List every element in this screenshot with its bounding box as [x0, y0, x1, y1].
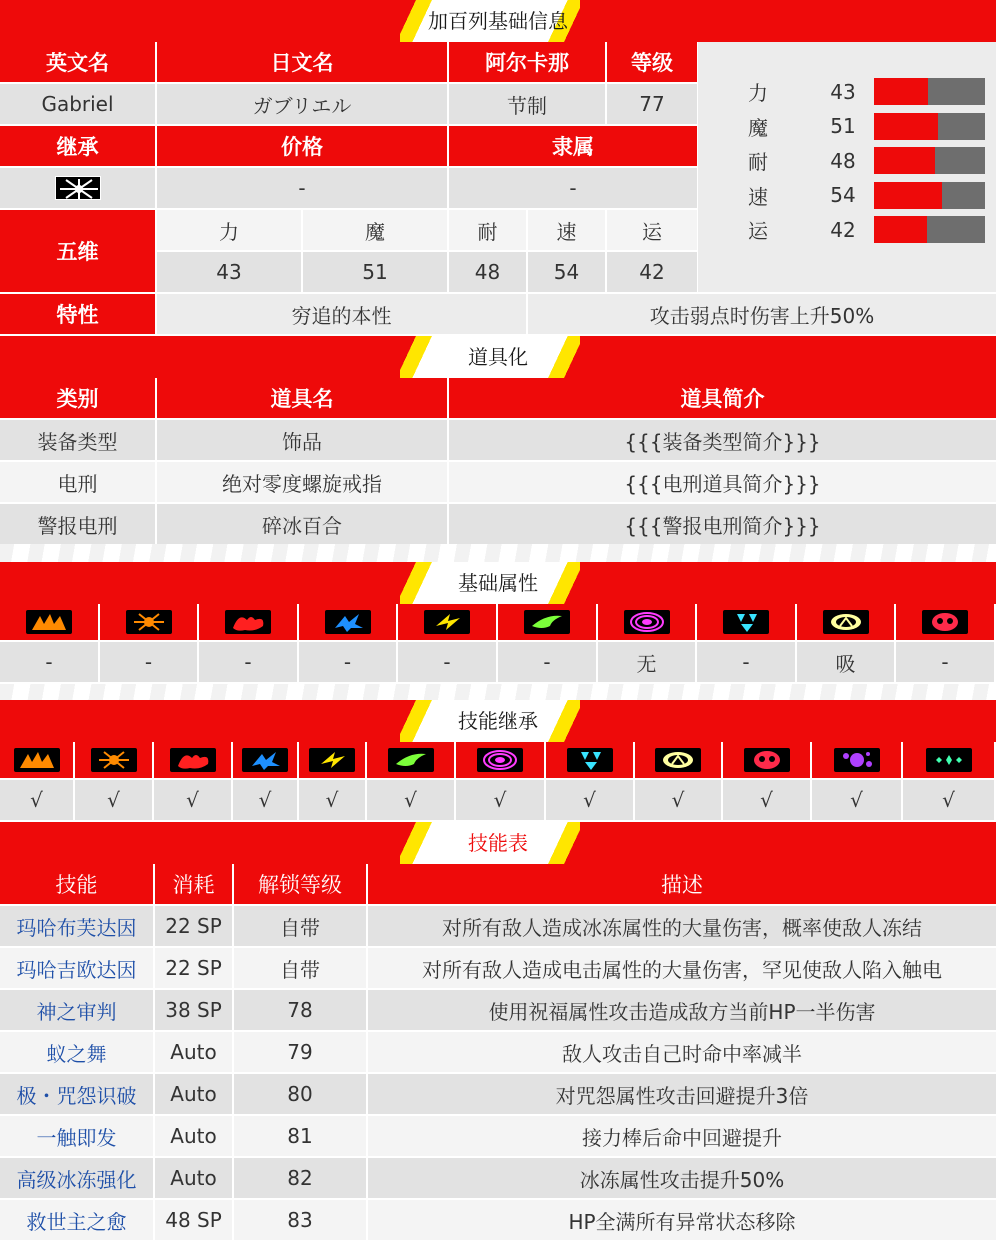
stat-value-str: 43 — [157, 252, 301, 292]
skills-header-name: 技能 — [0, 864, 153, 904]
skill-unlock-level: 79 — [234, 1032, 366, 1072]
psychic-icon — [477, 748, 523, 772]
section-banner-basic — [0, 0, 996, 42]
stat-bar-name: 力 — [748, 81, 768, 105]
header-english-name: 英文名 — [0, 42, 155, 82]
skill-unlock-level: 82 — [234, 1158, 366, 1198]
stat-name-agi: 速 — [528, 210, 605, 250]
gun-icon — [91, 748, 137, 772]
header-japanese-name: 日文名 — [157, 42, 447, 82]
stat-bar-fill — [874, 78, 928, 105]
bless-value: 吸 — [797, 642, 894, 682]
skill-unlock-level: 80 — [234, 1074, 366, 1114]
stat-bar-value: 54 — [830, 183, 856, 207]
gun-value: √ — [75, 780, 152, 820]
fire-icon-cell — [199, 604, 297, 640]
fire-value: √ — [154, 780, 231, 820]
section-title-inherit: 技能继承 — [458, 709, 538, 733]
skill-description: 冰冻属性攻击提升50% — [368, 1158, 996, 1198]
stat-bar-track — [874, 216, 985, 243]
skill-cost: 48 SP — [155, 1200, 232, 1240]
healing-icon-cell — [903, 742, 994, 778]
stat-bar-fill — [874, 182, 942, 209]
header-price: 价格 — [157, 126, 447, 166]
electric-icon — [309, 748, 355, 772]
psychic-value: √ — [456, 780, 544, 820]
stat-value-agi: 54 — [528, 252, 605, 292]
nuclear-icon-cell — [697, 604, 795, 640]
ice-value: - — [299, 642, 396, 682]
nuclear-icon-cell — [546, 742, 633, 778]
stat-bar-name: 耐 — [748, 150, 768, 174]
stat-bar-value: 48 — [830, 148, 856, 173]
skill-cost: Auto — [155, 1116, 232, 1156]
stat-bar-track — [874, 78, 985, 105]
bless-value: √ — [635, 780, 721, 820]
electric-icon — [424, 610, 470, 634]
wind-icon-cell — [498, 604, 596, 640]
header-arcana: 阿尔卡那 — [449, 42, 605, 82]
stat-bar-fill — [874, 113, 938, 140]
skill-cost: 22 SP — [155, 906, 232, 946]
wind-icon-cell — [367, 742, 454, 778]
section-banner-inherit — [0, 700, 996, 742]
trait-description: 攻击弱点时伤害上升50% — [528, 294, 996, 334]
stat-bar-name: 运 — [748, 219, 768, 243]
skill-description: 对所有敌人造成电击属性的大量伤害，罕见使敌人陷入触电 — [368, 948, 996, 988]
stat-bars-panel — [698, 42, 996, 292]
gun-icon-cell — [100, 604, 197, 640]
skill-unlock-level: 81 — [234, 1116, 366, 1156]
ice-icon-cell — [299, 604, 396, 640]
value-arcana: 节制 — [449, 84, 605, 124]
physical-value: √ — [0, 780, 73, 820]
nuclear-icon — [723, 610, 769, 634]
value-affiliation: - — [449, 168, 697, 208]
stat-name-end: 耐 — [449, 210, 526, 250]
physical-icon-cell — [0, 604, 98, 640]
ice-value: √ — [233, 780, 297, 820]
skill-unlock-level: 83 — [234, 1200, 366, 1240]
nuclear-value: - — [697, 642, 795, 682]
wind-value: - — [498, 642, 596, 682]
skill-cost: 38 SP — [155, 990, 232, 1030]
bless-icon-cell — [635, 742, 721, 778]
physical-icon-cell — [0, 742, 73, 778]
fire-value: - — [199, 642, 297, 682]
skill-description: 使用祝福属性攻击造成敌方当前HP一半伤害 — [368, 990, 996, 1030]
section-title-basic: 加百列基础信息 — [428, 9, 568, 33]
wind-icon — [388, 748, 434, 772]
skill-description: HP全满所有异常状态移除 — [368, 1200, 996, 1240]
wind-icon — [524, 610, 570, 634]
physical-icon — [14, 748, 60, 772]
trait-name: 穷追的本性 — [157, 294, 526, 334]
bless-icon — [655, 748, 701, 772]
curse-icon-cell — [723, 742, 810, 778]
skill-name-link[interactable]: 玛哈吉欧达因 — [0, 948, 153, 988]
gun-icon-cell — [75, 742, 152, 778]
fire-icon — [225, 610, 271, 634]
section-banner-item — [0, 336, 996, 378]
header-affiliation: 隶属 — [449, 126, 697, 166]
trait-label: 特性 — [0, 294, 155, 334]
stat-name-mag: 魔 — [303, 210, 447, 250]
stat-bar-fill — [874, 216, 927, 243]
skill-name-link[interactable]: 一触即发 — [0, 1116, 153, 1156]
stat-bar-name: 速 — [748, 184, 768, 209]
electric-value: - — [398, 642, 496, 682]
wind-value: √ — [367, 780, 454, 820]
fire-icon — [170, 748, 216, 772]
item-header-category: 类别 — [0, 378, 155, 418]
item-row-name: 饰品 — [157, 420, 447, 460]
item-header-desc: 道具简介 — [449, 378, 996, 418]
stats-label: 五维 — [0, 210, 155, 292]
value-english-name: Gabriel — [0, 84, 155, 124]
ice-inherit-icon — [55, 176, 101, 200]
item-row-category: 电刑 — [0, 462, 155, 502]
section-title-item: 道具化 — [468, 345, 528, 369]
item-row-desc: {{{警报电刑简介}}} — [449, 504, 996, 544]
item-header-name: 道具名 — [157, 378, 447, 418]
skills-header-desc: 描述 — [368, 864, 996, 904]
skill-name-link[interactable]: 极・咒怨识破 — [0, 1074, 153, 1114]
skill-cost: Auto — [155, 1158, 232, 1198]
section-title-attr: 基础属性 — [458, 571, 538, 595]
inherit-cell — [0, 168, 155, 208]
decorative-stripe — [0, 544, 996, 562]
skill-unlock-level: 自带 — [234, 906, 366, 946]
electric-icon-cell — [299, 742, 365, 778]
stat-bar-track — [874, 113, 985, 140]
electric-icon-cell — [398, 604, 496, 640]
curse-icon — [744, 748, 790, 772]
stat-bar-value: 43 — [830, 79, 856, 104]
electric-value: √ — [299, 780, 365, 820]
stat-bar-name: 魔 — [748, 115, 768, 140]
item-row-name: 绝对零度螺旋戒指 — [157, 462, 447, 502]
skill-name-link[interactable]: 救世主之愈 — [0, 1200, 153, 1240]
ice-icon-cell — [233, 742, 297, 778]
gun-icon — [126, 610, 172, 634]
section-title-skills: 技能表 — [468, 831, 528, 855]
skills-header-cost: 消耗 — [155, 864, 232, 904]
stat-bar-track — [874, 182, 985, 209]
psychic-value: 无 — [598, 642, 695, 682]
ice-icon — [242, 748, 288, 772]
stat-value-mag: 51 — [303, 252, 447, 292]
value-price: - — [157, 168, 447, 208]
almighty-value: √ — [812, 780, 901, 820]
item-row-category: 警报电刑 — [0, 504, 155, 544]
skill-description: 接力棒后命中回避提升 — [368, 1116, 996, 1156]
curse-value: √ — [723, 780, 810, 820]
stat-bar-value: 51 — [830, 114, 856, 138]
healing-icon — [926, 748, 972, 772]
section-banner-skills — [0, 822, 996, 864]
almighty-icon — [834, 748, 880, 772]
physical-icon — [26, 610, 72, 634]
value-level: 77 — [607, 84, 697, 124]
nuclear-icon — [567, 748, 613, 772]
skill-name-link[interactable]: 玛哈布芙达因 — [0, 906, 153, 946]
almighty-icon-cell — [812, 742, 901, 778]
skill-name-link[interactable]: 神之审判 — [0, 990, 153, 1030]
curse-value: - — [896, 642, 994, 682]
item-row-category: 装备类型 — [0, 420, 155, 460]
skill-cost: 22 SP — [155, 948, 232, 988]
stat-value-end: 48 — [449, 252, 526, 292]
psychic-icon-cell — [598, 604, 695, 640]
skill-cost: Auto — [155, 1074, 232, 1114]
physical-value: - — [0, 642, 98, 682]
item-row-desc: {{{电刑道具简介}}} — [449, 462, 996, 502]
fire-icon-cell — [154, 742, 231, 778]
skill-name-link[interactable]: 高级冰冻强化 — [0, 1158, 153, 1198]
healing-value: √ — [903, 780, 994, 820]
skill-name-link[interactable]: 蚁之舞 — [0, 1032, 153, 1072]
stat-name-luk: 运 — [607, 210, 697, 250]
stat-bar-fill — [874, 147, 935, 174]
item-row-name: 碎冰百合 — [157, 504, 447, 544]
bless-icon-cell — [797, 604, 894, 640]
item-row-desc: {{{装备类型简介}}} — [449, 420, 996, 460]
skill-cost: Auto — [155, 1032, 232, 1072]
skill-unlock-level: 自带 — [234, 948, 366, 988]
gun-value: - — [100, 642, 197, 682]
skill-unlock-level: 78 — [234, 990, 366, 1030]
curse-icon — [922, 610, 968, 634]
skill-description: 对咒怨属性攻击回避提升3倍 — [368, 1074, 996, 1114]
nuclear-value: √ — [546, 780, 633, 820]
bless-icon — [823, 610, 869, 634]
decorative-stripe — [0, 684, 996, 700]
skill-description: 敌人攻击自己时命中率减半 — [368, 1032, 996, 1072]
skills-header-level: 解锁等级 — [234, 864, 366, 904]
ice-icon — [325, 610, 371, 634]
header-inherit: 继承 — [0, 126, 155, 166]
value-japanese-name: ガブリエル — [157, 84, 447, 124]
psychic-icon-cell — [456, 742, 544, 778]
stat-bar-value: 42 — [830, 217, 856, 242]
skill-description: 对所有敌人造成冰冻属性的大量伤害，概率使敌人冻结 — [368, 906, 996, 946]
header-level: 等级 — [607, 42, 697, 82]
curse-icon-cell — [896, 604, 994, 640]
stat-bar-track — [874, 147, 985, 174]
stat-value-luk: 42 — [607, 252, 697, 292]
stat-name-str: 力 — [157, 210, 301, 250]
psychic-icon — [624, 610, 670, 634]
section-banner-attr — [0, 562, 996, 604]
